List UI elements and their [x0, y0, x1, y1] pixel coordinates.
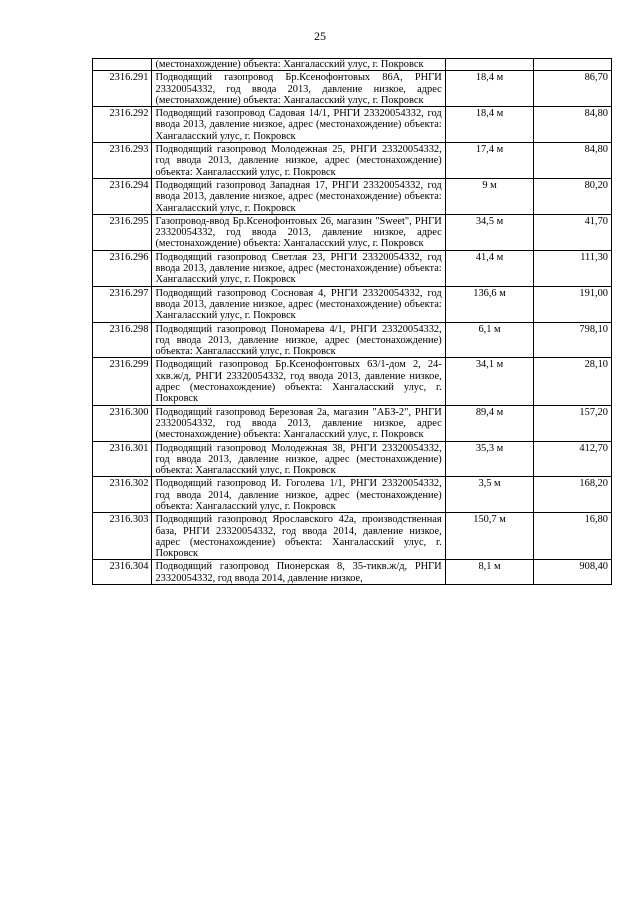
row-description: Подводящий газопровод Садовая 14/1, РНГИ 23320054332, год ввода 2013, давление низкое, адрес (местонахождение) объекта: Хангаласский улус, г. Покровск — [152, 107, 445, 143]
row-description: Подводящий газопровод Светлая 23, РНГИ 23320054332, год ввода 2013, давление низкое, адрес (местонахождение) объекта: Хангаласский улус, г. Покровск — [152, 250, 445, 286]
row-value: 41,70 — [534, 214, 612, 250]
row-value: 157,20 — [534, 405, 612, 441]
row-number: 2316.295 — [93, 214, 152, 250]
row-number-cell — [93, 59, 152, 71]
row-description: Подводящий газопровод Молодежная 38, РНГИ 23320054332, год ввода 2013, давление низкое, адрес (местонахождение) объекта: Хангаласский улус, г. Покровск — [152, 441, 445, 477]
row-description: Подводящий газопровод Ярославского 42а, производственная база, РНГИ 23320054332, год ввода 2014, давление низкое, адрес (местонахождение) объекта: Хангаласский улус, г. Покровск — [152, 513, 445, 560]
row-number: 2316.291 — [93, 71, 152, 107]
row-number: 2316.294 — [93, 178, 152, 214]
row-length: 18,4 м — [445, 107, 534, 143]
table-row — [93, 214, 612, 250]
row-length: 9 м — [445, 178, 534, 214]
table-row — [93, 322, 612, 358]
page-number: 25 — [314, 29, 326, 43]
property-registry-table — [92, 58, 612, 585]
row-value: 908,40 — [534, 560, 612, 585]
row-number: 2316.299 — [93, 358, 152, 405]
row-length: 17,4 м — [445, 143, 534, 179]
row-description: Подводящий газопровод Бр.Ксенофонтовых 63/1-дом 2, 24-хкв.ж/д, РНГИ 23320054332, год ввода 2013, давление низкое, адрес (местонахождение) объекта: Хангаласский улус, г. Покровск — [152, 358, 445, 405]
row-value: 111,30 — [534, 250, 612, 286]
row-number: 2316.297 — [93, 286, 152, 322]
row-description: Подводящий газопровод Западная 17, РНГИ 23320054332, год ввода 2013, давление низкое, адрес (местонахождение) объекта: Хангаласский улус, г. Покровск — [152, 178, 445, 214]
row-description: Подводящий газопровод Бр.Ксенофонтовых 86А, РНГИ 23320054332, год ввода 2013, давление низкое, адрес (местонахождение) объекта: Хангаласский улус, г. Покровск — [152, 71, 445, 107]
row-length: 35,3 м — [445, 441, 534, 477]
table-row — [93, 286, 612, 322]
row-length-cell — [445, 59, 534, 71]
row-description: Подводящий газопровод Пионерская 8, 35-тикв.ж/д, РНГИ 23320054332, год ввода 2014, давление низкое, — [152, 560, 445, 585]
table-row — [93, 560, 612, 585]
row-value: 84,80 — [534, 107, 612, 143]
row-number: 2316.293 — [93, 143, 152, 179]
row-number: 2316.296 — [93, 250, 152, 286]
row-value-cell — [534, 59, 612, 71]
row-value: 84,80 — [534, 143, 612, 179]
row-number: 2316.301 — [93, 441, 152, 477]
table-row — [93, 477, 612, 513]
table-row — [93, 71, 612, 107]
row-description: Подводящий газопровод Березовая 2а, магазин "АБЗ-2", РНГИ 23320054332, год ввода 2013, давление низкое, адрес (местонахождение) объекта: Хангаласский улус, г. Покровск — [152, 405, 445, 441]
row-number: 2316.300 — [93, 405, 152, 441]
row-value: 16,80 — [534, 513, 612, 560]
row-length: 136,6 м — [445, 286, 534, 322]
row-description: (местонахождение) объекта: Хангаласский улус, г. Покровск — [155, 59, 424, 70]
row-description: Подводящий газопровод Пономарева 4/1, РНГИ 23320054332, год ввода 2013, давление низкое, адрес (местонахождение) объекта: Хангаласский улус, г. Покровск — [152, 322, 445, 358]
table-row — [93, 405, 612, 441]
row-length: 89,4 м — [445, 405, 534, 441]
table-row — [93, 143, 612, 179]
row-description: Подводящий газопровод И. Гоголева 1/1, РНГИ 23320054332, год ввода 2014, давление низкое, адрес (местонахождение) объекта: Хангаласский улус, г. Покровск — [152, 477, 445, 513]
table-row — [93, 107, 612, 143]
row-value: 168,20 — [534, 477, 612, 513]
row-number: 2316.303 — [93, 513, 152, 560]
row-value: 412,70 — [534, 441, 612, 477]
row-value: 28,10 — [534, 358, 612, 405]
row-length: 6,1 м — [445, 322, 534, 358]
row-value: 191,00 — [534, 286, 612, 322]
row-value: 798,10 — [534, 322, 612, 358]
row-length: 3,5 м — [445, 477, 534, 513]
row-description-cell — [152, 59, 445, 71]
row-length: 150,7 м — [445, 513, 534, 560]
row-description: Газопровод-ввод Бр.Ксенофонтовых 26, магазин "Sweet", РНГИ 23320054332, год ввода 2013, давление низкое, адрес (местонахождение) объекта: Хангаласский улус, г. Покровск — [152, 214, 445, 250]
table-row — [93, 250, 612, 286]
table-row — [93, 358, 612, 405]
row-number: 2316.292 — [93, 107, 152, 143]
table-row — [93, 178, 612, 214]
row-length: 18,4 м — [445, 71, 534, 107]
row-length: 8,1 м — [445, 560, 534, 585]
row-number: 2316.302 — [93, 477, 152, 513]
row-description: Подводящий газопровод Сосновая 4, РНГИ 23320054332, год ввода 2013, давление низкое, адрес (местонахождение) объекта: Хангаласский улус, г. Покровск — [152, 286, 445, 322]
table-row-continuation — [93, 59, 612, 71]
row-number: 2316.304 — [93, 560, 152, 585]
row-number: 2316.298 — [93, 322, 152, 358]
row-value: 80,20 — [534, 178, 612, 214]
row-length: 34,1 м — [445, 358, 534, 405]
row-length: 34,5 м — [445, 214, 534, 250]
row-value: 86,70 — [534, 71, 612, 107]
table-row — [93, 513, 612, 560]
row-description: Подводящий газопровод Молодежная 25, РНГИ 23320054332, год ввода 2013, давление низкое, адрес (местонахождение) объекта: Хангаласский улус, г. Покровск — [152, 143, 445, 179]
row-length: 41,4 м — [445, 250, 534, 286]
table-row — [93, 441, 612, 477]
